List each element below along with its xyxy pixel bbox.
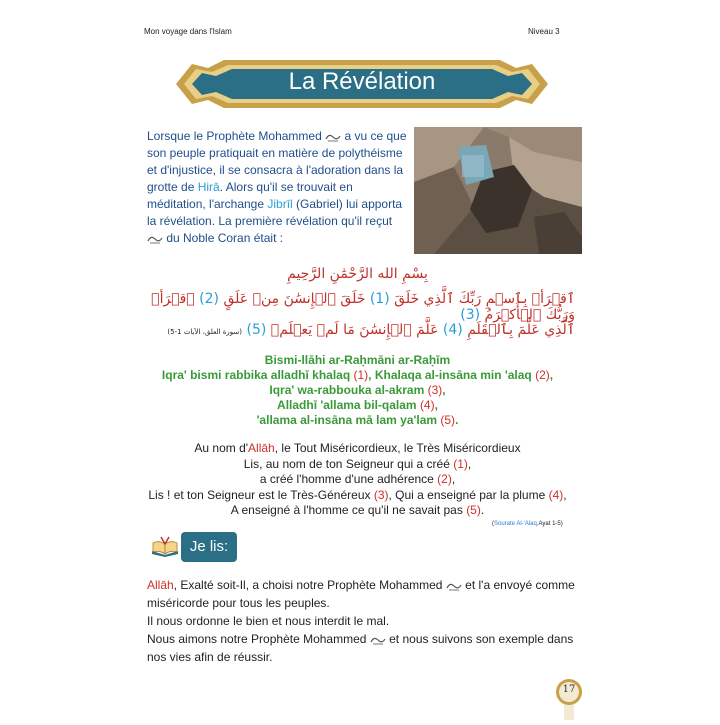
translit-text: .: [455, 413, 459, 427]
translit-text: Alladhī 'allama bil-qalam: [277, 398, 420, 412]
french-line-3: [140, 472, 575, 488]
reading-text-4: Nous aimons notre Prophète Mohammed: [147, 632, 367, 646]
translit-line-4: [140, 398, 575, 413]
intro-paragraph: [147, 128, 409, 247]
verse-5-arabic: عَلَّمَ ٱلۡإِنسَٰنَ مَا لَمۡ يَعۡلَمۡ: [270, 322, 439, 338]
reading-text-1: , Exalté soit-Il, a choisi notre Prophète Mohammed: [173, 578, 443, 592]
arabic-verses-line-1: [140, 291, 575, 323]
basmala-arabic: بِسْمِ الله الرَّحْمَٰنِ الرَّحِيمِ: [287, 266, 428, 282]
translit-text: ,: [442, 383, 446, 397]
translit-line-5: [140, 413, 575, 428]
source-paren: (: [492, 521, 494, 527]
source-reference: [492, 521, 563, 527]
translit-text: , Khalaqa al-insāna min 'alaq: [368, 368, 536, 382]
french-text: ,: [451, 472, 456, 486]
translit-text: 'allama al-insāna mā lam ya'lam: [256, 413, 441, 427]
page-title: La Révélation: [288, 68, 436, 95]
verse-number: (3): [427, 383, 443, 397]
level-label: Niveau 3: [528, 27, 560, 36]
translit-text: ,: [434, 398, 438, 412]
translit-text: Iqra' wa-rabbouka al-akram: [269, 383, 428, 397]
verse-number: (2): [535, 368, 550, 382]
verse-number: (4): [419, 398, 435, 412]
archangel-name: Jibrīl: [267, 197, 293, 211]
translit-text: Iqra' bismi rabbika alladhī khalaq: [161, 368, 354, 382]
salawat-icon: [370, 635, 386, 645]
surah-name: Sourate Al-'Alaq,: [494, 521, 539, 527]
translit-line-2: [140, 368, 575, 383]
french-text: , le Tout Miséricordieux, le Très Miséricordieux: [274, 441, 521, 455]
verse-number-1: (1): [369, 291, 390, 307]
verse-number: (5): [466, 503, 481, 517]
salawat-icon: [147, 234, 163, 244]
arabic-verses-line-2: [140, 322, 575, 338]
open-book-icon: [151, 535, 179, 557]
french-text: ,: [467, 456, 472, 471]
intro-text-2: a vu ce que son peuple pratiquait en matière de polythéisme et d'injustice, il se consacra à l'adoration dans la grotte de: [147, 129, 407, 194]
french-text: , Qui a enseigné par la plume: [388, 487, 549, 502]
french-text: Au nom d': [194, 441, 249, 455]
verse-number-3: (3): [460, 307, 481, 323]
salawat-icon: [325, 132, 341, 142]
intro-text-3: . Alors qu'il se trouvait en méditation, l'archange: [147, 180, 353, 211]
reading-text-5: et nous suivons son exemple dans nos vies afin de réussir.: [147, 632, 574, 664]
french-text: Lis, au nom de ton Seigneur qui a créé: [243, 456, 454, 471]
reading-text-2: et l'a envoyé comme miséricorde pour tous les peuples.: [147, 578, 575, 610]
book-title: Mon voyage dans l'Islam: [144, 27, 232, 36]
cave-hira-photo: [414, 127, 582, 254]
verse-number: (3): [373, 487, 389, 502]
salawat-icon: [446, 581, 462, 591]
intro-text-4: (Gabriel) lui apporta la révélation. La première révélation qu'il reçut: [147, 197, 403, 228]
intro-text-1: Lorsque le Prophète Mohammed: [147, 129, 322, 143]
french-line-5: [140, 503, 575, 519]
translit-line-1: Bismi-llāhi ar-Raḥmāni ar-Raḥīm: [264, 353, 451, 367]
ayat-range: Ayat 1-5): [538, 521, 563, 527]
french-text: ,: [563, 487, 567, 502]
verse-1-arabic: ٱقۡرَأۡ بِٱسۡمِ رَبِّكَ ٱلَّذِي خَلَقَ: [394, 291, 575, 307]
verse-number: (2): [437, 472, 452, 486]
reading-paragraph: [147, 576, 579, 666]
french-text: Lis ! et ton Seigneur est le Très-Généreux: [148, 487, 374, 502]
transliteration-block: [140, 353, 575, 428]
translit-text: ,: [549, 368, 554, 382]
french-text: .: [480, 503, 485, 517]
verse-number: (1): [453, 456, 468, 471]
arabic-reference: (سورة العلق، الآيات 1-5): [167, 328, 243, 336]
page-number: 17: [562, 684, 576, 695]
french-text: A enseigné à l'homme ce qu'il ne savait pas: [230, 503, 467, 517]
allah-name: Allāh: [147, 578, 174, 592]
verse-number: (1): [353, 368, 369, 382]
french-line-1: [140, 441, 575, 457]
verse-3-arabic: ٱقۡرَأۡ وَرَبُّكَ ٱلۡأَكۡرَمُ: [151, 291, 575, 323]
french-line-4: [140, 488, 575, 504]
verse-2-arabic: خَلَقَ ٱلۡإِنسَٰنَ مِنۡ عَلَقٍ: [223, 291, 366, 307]
verse-number-2: (2): [199, 291, 219, 307]
verse-number: (5): [440, 413, 456, 427]
title-banner: [172, 58, 552, 110]
intro-text-5: du Noble Coran était :: [163, 231, 284, 245]
place-hira: Hirā: [197, 180, 220, 194]
allah-name: Allāh: [248, 441, 275, 455]
translit-line-3: [140, 383, 575, 398]
french-text: a créé l'homme d'une adhérence: [259, 472, 438, 486]
reading-text-3: Il nous ordonne le bien et nous interdit le mal.: [147, 614, 390, 628]
verse-4-arabic: ٱلَّذِي عَلَّمَ بِٱلۡقَلَمِ: [467, 322, 575, 338]
je-lis-label: Je lis:: [181, 532, 237, 562]
verse-number: (4): [548, 487, 564, 502]
french-line-2: [140, 457, 575, 473]
french-translation: [140, 441, 575, 519]
verse-number-4: (4): [442, 322, 463, 338]
verse-number-5: (5): [246, 322, 267, 338]
